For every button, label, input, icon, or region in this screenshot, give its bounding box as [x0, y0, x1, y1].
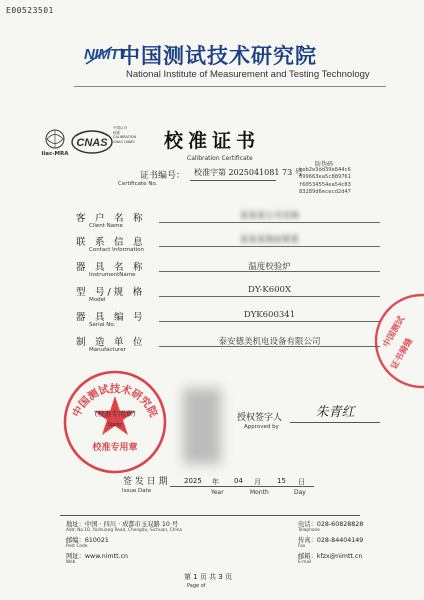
cnas-caption-line: CALIBRATION: [113, 135, 137, 139]
footer-phone-en: Telephone: [298, 528, 320, 533]
certificate-no-label-en: Certificate No.: [118, 181, 158, 187]
institute-name-en: National Institute of Measurement and Testing Technology: [126, 69, 370, 80]
footer-web-en: Web: [66, 560, 76, 565]
cnas-text: CNAS: [76, 137, 108, 149]
logo-text: NIMTT: [84, 46, 128, 63]
field-label: 器 具 名 称: [76, 262, 143, 273]
issue-day-unit: 日: [298, 478, 305, 486]
certificate-no-value: 校准字第 2025041081 73 号: [194, 168, 303, 177]
field-label-en: InstrumentName: [89, 272, 136, 278]
seal-bottom-text: 校准专用章: [92, 443, 138, 453]
footer-address-en: Add: No.10, Yushuang Road, Chengdu, Sichuan, China: [66, 528, 183, 533]
field-underline: [159, 222, 380, 223]
field-value: 泰安德美机电设备有限公司: [218, 337, 321, 347]
certificate-no-label: 证书编号：: [140, 171, 186, 181]
obscured-region: [183, 388, 221, 464]
field-label-en: Serial No.: [89, 322, 116, 328]
page-number-en: Page of: [187, 583, 206, 589]
footer-divider: [60, 515, 360, 516]
anti-fake-label: 防伪码: [315, 161, 334, 168]
document-title: 校准证书: [164, 130, 261, 152]
calibration-seal: [59, 366, 171, 478]
seam-seal-text: 中国测试: [381, 314, 408, 350]
seam-seal-text: 证书骑缝: [389, 336, 416, 372]
document-title-en: Calibration Certificate: [187, 155, 253, 162]
field-underline: [159, 346, 380, 347]
signatory-label: 授权签字人: [237, 413, 283, 423]
field-label: 型 号 / 规 格: [76, 287, 143, 298]
footer-postcode: 邮编：610021: [66, 537, 109, 544]
ilac-mra-text: ilac-MRA: [41, 151, 69, 157]
issue-month-en: Month: [250, 489, 269, 496]
field-label: 器 具 编 号: [76, 312, 143, 323]
issue-date-underline: [170, 486, 314, 487]
seam-seal: [374, 293, 424, 389]
field-label-en: Client Name: [89, 223, 123, 229]
field-label: 联 系 信 息: [76, 237, 143, 248]
cnas-caption-line: CNAS L0683: [113, 139, 135, 144]
anti-fake-code: beb2e3dd39e844c6 099663ea5c889761 f60534554ea54c83 83289d6ececd2d47: [299, 167, 351, 195]
footer-web[interactable]: 网址：www.nimtt.cn: [66, 553, 129, 560]
certificate-no-underline: [190, 180, 276, 181]
signature-underline: [290, 422, 380, 423]
field-underline: [159, 246, 380, 247]
certificate-serial: E00523501: [6, 6, 54, 15]
footer-email-en: E-mail: [298, 560, 312, 565]
seal-stamp-text: Stamp: [107, 422, 123, 428]
field-underline: [159, 296, 380, 297]
field-value: DYK600341: [243, 310, 296, 320]
handwritten-signature: [300, 400, 370, 422]
issue-year: 2025: [184, 477, 202, 485]
signatory-label-en: Approved by: [244, 424, 279, 430]
seal-middle-text: (校准专用章): [94, 410, 136, 418]
cnas-caption-line: 校准: [113, 130, 120, 135]
field-value: 温度校验炉: [248, 262, 291, 272]
page-number: 第 1 页 共 3 页: [184, 573, 233, 581]
seal-arc-text: 中国测试技术研究院: [70, 383, 160, 420]
issue-month-unit: 月: [254, 478, 261, 486]
field-label-en: Manufacturer: [89, 347, 126, 353]
issue-date-label: 签 发 日 期: [123, 477, 168, 487]
cnas-logo: [72, 131, 112, 153]
field-label-en: Model: [89, 297, 106, 303]
footer-address: 地址：中国 · 四川 · 成都市玉双路 10 号: [66, 521, 179, 528]
field-value-obscured: 某某某地址联系: [239, 235, 300, 245]
footer-postcode-en: Post Code: [66, 544, 88, 549]
field-underline: [159, 321, 380, 322]
issue-month: 04: [234, 477, 243, 485]
cnas-caption: [113, 126, 149, 144]
svg-text:朱青红: 朱青红: [315, 405, 355, 420]
field-label: 制 造 单 位: [76, 337, 143, 348]
field-label-en: Contact Information: [89, 247, 144, 253]
issue-day: 15: [277, 477, 286, 485]
ilac-mra-logo: [42, 130, 70, 157]
footer-phone: 电话：028-60828828: [298, 521, 364, 528]
field-value-obscured: 某某某公司名称: [239, 211, 300, 221]
footer-email[interactable]: 邮箱：kfzx@nimtt.cn: [298, 553, 363, 560]
header-divider: [74, 86, 386, 87]
issue-year-en: Year: [211, 489, 224, 496]
cnas-caption-line: 中国认可: [113, 126, 127, 130]
issue-date-label-en: Issue Date: [122, 488, 152, 494]
issue-day-en: Day: [294, 489, 306, 496]
institute-name-cn: 中国测试技术研究院: [119, 43, 317, 68]
issue-year-unit: 年: [212, 478, 219, 486]
field-underline: [159, 271, 380, 272]
footer-fax-en: Fax: [298, 544, 306, 549]
field-label: 客 户 名 称: [76, 213, 143, 224]
field-value: DY-K600X: [248, 285, 291, 295]
footer-fax: 传真：028-84404149: [298, 537, 364, 544]
